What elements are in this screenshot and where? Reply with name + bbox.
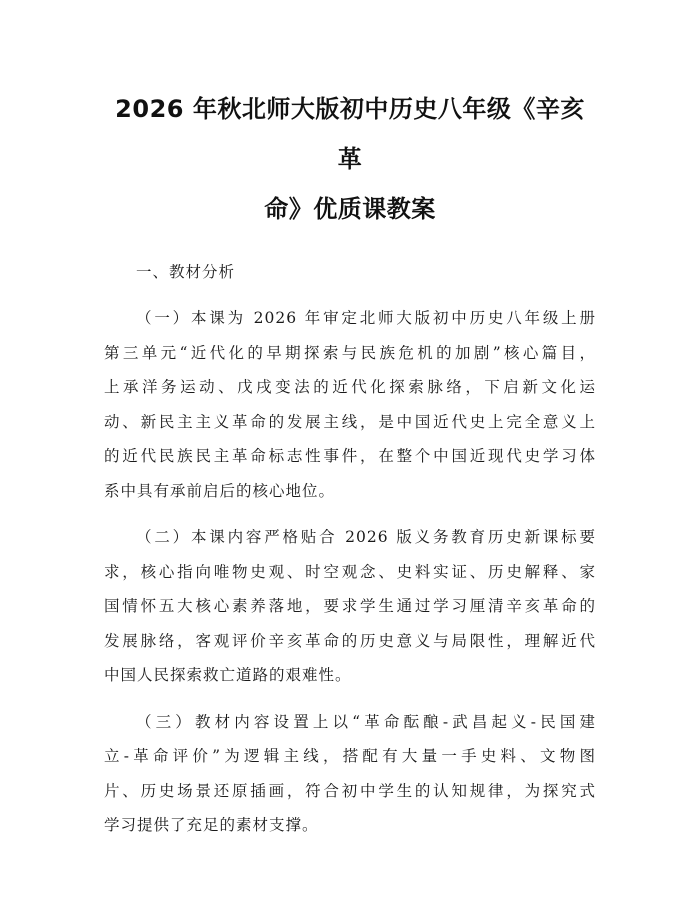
- paragraph-line: 发展脉络，客观评价辛亥革命的历史意义与局限性，理解近代: [104, 631, 596, 650]
- paragraph-line: 中国人民探索救亡道路的艰难性。: [104, 666, 352, 684]
- title-line-1: 2026 年秋北师大版初中历史八年级《辛亥革: [115, 95, 585, 173]
- paragraph-line: 的近代民族民主革命标志性事件，在整个中国近现代史学习体: [104, 447, 596, 465]
- paragraph-line: 第三单元“近代化的早期探索与民族危机的加剧”核心篇目，: [104, 343, 596, 362]
- paragraph-3: [104, 705, 596, 843]
- paragraph-line: 立-革命评价”为逻辑主线，搭配有大量一手史料、文物图: [104, 747, 596, 765]
- paragraph-line: 片、历史场景还原插画，符合初中学生的认知规律，为探究式: [104, 781, 596, 800]
- paragraph-2: [104, 520, 596, 693]
- paragraph-line: 求，核心指向唯物史观、时空观念、史料实证、历史解释、家: [104, 562, 596, 581]
- paragraph-line: （三）教材内容设置上以“革命酝酿-武昌起义-民国建: [136, 712, 596, 731]
- paragraph-line: 上承洋务运动、戊戌变法的近代化探索脉络，下启新文化运: [104, 378, 596, 396]
- title-line-2: 命》优质课教案: [264, 195, 436, 223]
- paragraph-line: （二）本课内容严格贴合 2026 版义务教育历史新课标要: [136, 528, 596, 546]
- paragraph-line: 动、新民主主义革命的发展主线，是中国近代史上完全意义上: [104, 412, 596, 431]
- paragraph-line: 系中具有承前启后的核心地位。: [104, 481, 336, 500]
- section-heading-textbook-analysis: 一、教材分析: [136, 263, 236, 281]
- paragraph-line: 国情怀五大核心素养落地，要求学生通过学习厘清辛亥革命的: [104, 597, 596, 615]
- document-title: [104, 0, 596, 234]
- paragraph-1: [104, 301, 596, 508]
- paragraph-line: （一）本课为 2026 年审定北师大版初中历史八年级上册: [136, 309, 596, 327]
- paragraph-line: 学习提供了充足的素材支撑。: [104, 816, 319, 834]
